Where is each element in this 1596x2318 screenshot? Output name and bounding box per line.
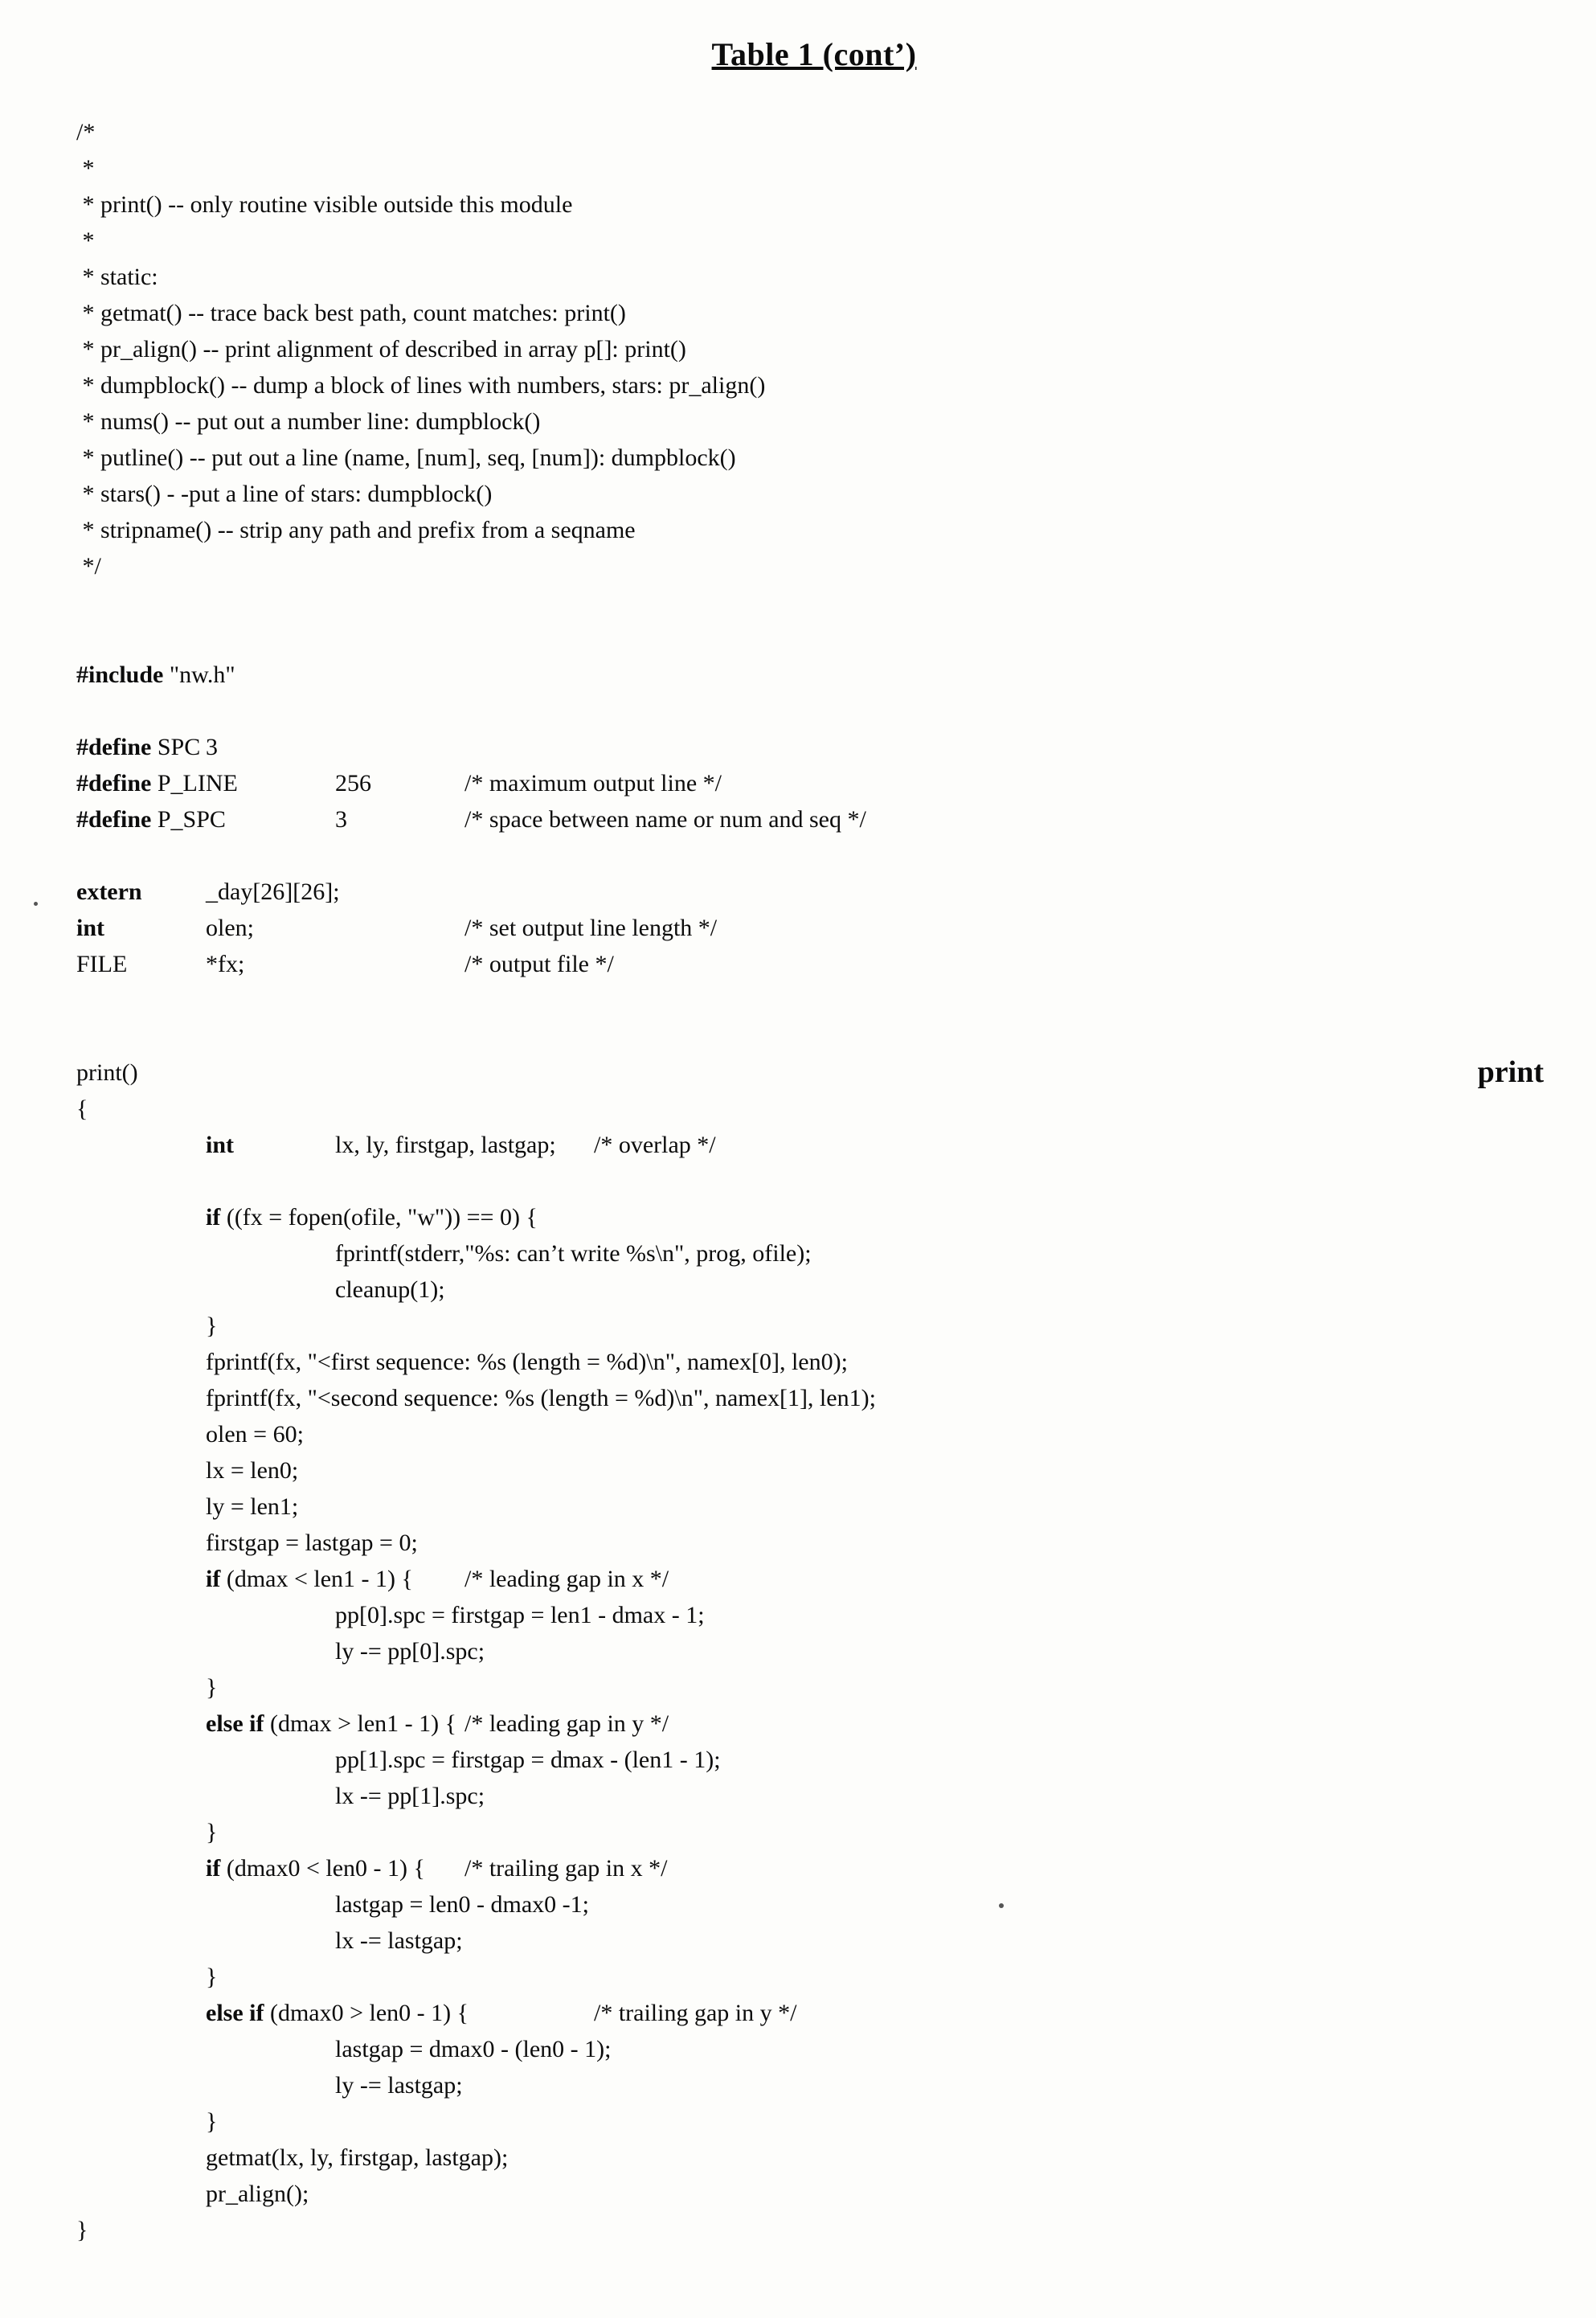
code-text: * nums() -- put out a number line: dumpblock(): [76, 408, 541, 435]
code-keyword: #define: [76, 806, 152, 833]
code-line: [76, 1669, 1552, 1706]
code-line: [76, 1091, 1552, 1127]
code-text: olen = 60;: [76, 1421, 304, 1448]
code-text: fprintf(stderr,"%s: can’t write %s\n", prog, ofile);: [76, 1240, 812, 1267]
code-line: [76, 1308, 1552, 1344]
code-line: [76, 946, 1552, 982]
code-keyword: if: [206, 1566, 221, 1592]
code-line: [76, 114, 1552, 150]
code-line: [76, 2176, 1552, 2212]
page-title: Table 1 (cont’): [711, 36, 917, 72]
code-line: [76, 1344, 1552, 1380]
code-line: [76, 1923, 1552, 1959]
code-line: [76, 259, 1552, 295]
code-text: lastgap = len0 - dmax0 -1;: [76, 1891, 590, 1918]
code-text: {: [76, 1096, 88, 1122]
blank-line: [76, 1168, 83, 1194]
code-text: pp[1].spc = firstgap = dmax - (len1 - 1);: [76, 1747, 721, 1773]
code-text: _day[26][26];: [141, 878, 340, 905]
code-line: [76, 1995, 1552, 2031]
code-keyword: int: [76, 915, 105, 941]
code-line: [76, 765, 1552, 801]
blank-line: [76, 698, 83, 724]
code-line: [76, 1416, 1552, 1452]
code-line: [76, 1633, 1552, 1669]
code-keyword: #include: [76, 661, 164, 688]
code-line: [76, 729, 1552, 765]
code-text: /*: [76, 119, 96, 145]
code-text: pr_align();: [76, 2181, 309, 2207]
code-line: [76, 367, 1552, 403]
code-text: *fx; /* output file */: [127, 951, 614, 977]
blank-line: [76, 1023, 83, 1050]
code-text: lx, ly, firstgap, lastgap; /* overlap */: [234, 1132, 716, 1158]
code-line: [76, 476, 1552, 512]
code-line: [76, 1235, 1552, 1272]
code-text: }: [76, 2108, 218, 2135]
code-text: * stars() - -put a line of stars: dumpblock(): [76, 481, 493, 507]
code-text: *: [76, 227, 95, 254]
code-text: olen; /* set output line length */: [104, 915, 718, 941]
code-line: [76, 693, 1552, 729]
code-text: * static:: [76, 264, 158, 290]
code-text: * print() -- only routine visible outside this module: [76, 191, 573, 218]
code-text: [76, 1710, 206, 1737]
code-text: [76, 1566, 206, 1592]
code-text: (dmax > len1 - 1) { /* leading gap in y */: [264, 1710, 669, 1737]
code-line: [76, 1452, 1552, 1489]
code-text: firstgap = lastgap = 0;: [76, 1530, 418, 1556]
code-text: (dmax0 > len0 - 1) { /* trailing gap in y */: [264, 2000, 797, 2026]
code-line: [76, 1886, 1552, 1923]
code-text: * putline() -- put out a line (name, [num], seq, [num]): dumpblock(): [76, 444, 736, 471]
code-text: (dmax0 < len0 - 1) { /* trailing gap in x */: [220, 1855, 668, 1882]
code-text: lastgap = dmax0 - (len0 - 1);: [76, 2036, 612, 2062]
code-line: [76, 1959, 1552, 1995]
code-keyword: else if: [206, 2000, 264, 2026]
code-text: SPC 3: [151, 734, 218, 760]
code-line: [76, 2067, 1552, 2103]
code-text: fprintf(fx, "<first sequence: %s (length = %d)\n", namex[0], len0);: [76, 1349, 848, 1375]
code-line: [76, 150, 1552, 186]
blank-line: [76, 589, 83, 616]
code-text: "nw.h": [163, 661, 235, 688]
code-text: [76, 1204, 206, 1231]
code-line: [76, 1163, 1552, 1199]
code-text: }: [76, 1964, 218, 1990]
scan-artifact: [999, 1903, 1004, 1908]
code-line: [76, 512, 1552, 548]
code-line: [76, 1742, 1552, 1778]
code-text: [76, 2000, 206, 2026]
code-text: *: [76, 155, 95, 182]
code-line: [76, 2212, 1552, 2248]
margin-function-label: print: [1477, 1055, 1544, 1089]
code-line: [76, 620, 1552, 657]
code-line: [76, 801, 1552, 838]
code-line: [76, 403, 1552, 440]
code-line: [76, 1055, 1552, 1091]
blank-line: [76, 625, 83, 652]
code-text: ly -= lastgap;: [76, 2072, 463, 2099]
code-keyword: if: [206, 1204, 221, 1231]
code-text: lx = len0;: [76, 1457, 299, 1484]
code-text: P_SPC 3 /* space between name or num and seq */: [151, 806, 866, 833]
code-line: [76, 1018, 1552, 1055]
code-line: [76, 548, 1552, 584]
code-line: [76, 331, 1552, 367]
code-line: [76, 584, 1552, 620]
code-text: */: [76, 553, 101, 580]
code-line: [76, 1489, 1552, 1525]
code-text: }: [76, 1674, 218, 1701]
code-line: [76, 440, 1552, 476]
code-text: fprintf(fx, "<second sequence: %s (length = %d)\n", namex[1], len1);: [76, 1385, 876, 1411]
code-line: [76, 295, 1552, 331]
blank-line: [76, 987, 83, 1014]
code-text: }: [76, 1313, 218, 1339]
code-line: [76, 1380, 1552, 1416]
code-keyword: int: [206, 1132, 235, 1158]
code-keyword: else if: [206, 1710, 264, 1737]
code-keyword: #define: [76, 770, 152, 797]
code-line: [76, 1778, 1552, 1814]
code-text: * dumpblock() -- dump a block of lines with numbers, stars: pr_align(): [76, 372, 766, 399]
code-keyword: if: [206, 1855, 221, 1882]
code-line: [76, 2103, 1552, 2140]
code-line: [76, 223, 1552, 259]
code-keyword: #define: [76, 734, 152, 760]
code-line: [76, 186, 1552, 223]
code-text: ly -= pp[0].spc;: [76, 1638, 485, 1665]
code-line: [76, 657, 1552, 693]
code-text: pp[0].spc = firstgap = len1 - dmax - 1;: [76, 1602, 705, 1628]
code-line: [76, 2031, 1552, 2067]
blank-line: [76, 842, 83, 869]
code-line: [76, 874, 1552, 910]
code-line: [76, 2140, 1552, 2176]
code-line: [76, 1814, 1552, 1850]
code-text: }: [76, 1819, 218, 1845]
code-text: }: [76, 2217, 88, 2243]
code-line: [76, 1706, 1552, 1742]
code-text: * stripname() -- strip any path and prefix from a seqname: [76, 517, 636, 543]
code-text: * getmat() -- trace back best path, count matches: print(): [76, 300, 626, 326]
code-text: (dmax < len1 - 1) { /* leading gap in x */: [220, 1566, 669, 1592]
code-text: P_LINE 256 /* maximum output line */: [151, 770, 722, 797]
code-text: ((fx = fopen(ofile, "w")) == 0) {: [220, 1204, 538, 1231]
code-line: [76, 1850, 1552, 1886]
code-text: [76, 1855, 206, 1882]
code-text: [76, 1132, 206, 1158]
code-text: print(): [76, 1059, 138, 1086]
code-listing: [76, 114, 1552, 2248]
code-text: ly = len1;: [76, 1493, 299, 1520]
code-text: cleanup(1);: [76, 1276, 445, 1303]
code-line: [76, 1199, 1552, 1235]
code-text: * pr_align() -- print alignment of described in array p[]: print(): [76, 336, 686, 362]
code-keyword: extern: [76, 878, 142, 905]
scan-artifact: [34, 902, 38, 906]
code-text: lx -= pp[1].spc;: [76, 1783, 485, 1809]
code-line: [76, 838, 1552, 874]
code-text: lx -= lastgap;: [76, 1927, 463, 1954]
code-line: [76, 982, 1552, 1018]
code-line: [76, 1127, 1552, 1163]
code-line: [76, 1525, 1552, 1561]
code-text: getmat(lx, ly, firstgap, lastgap);: [76, 2144, 509, 2171]
code-line: [76, 1561, 1552, 1597]
code-line: [76, 1597, 1552, 1633]
code-text: FILE: [76, 951, 128, 977]
code-line: [76, 1272, 1552, 1308]
code-line: [76, 910, 1552, 946]
